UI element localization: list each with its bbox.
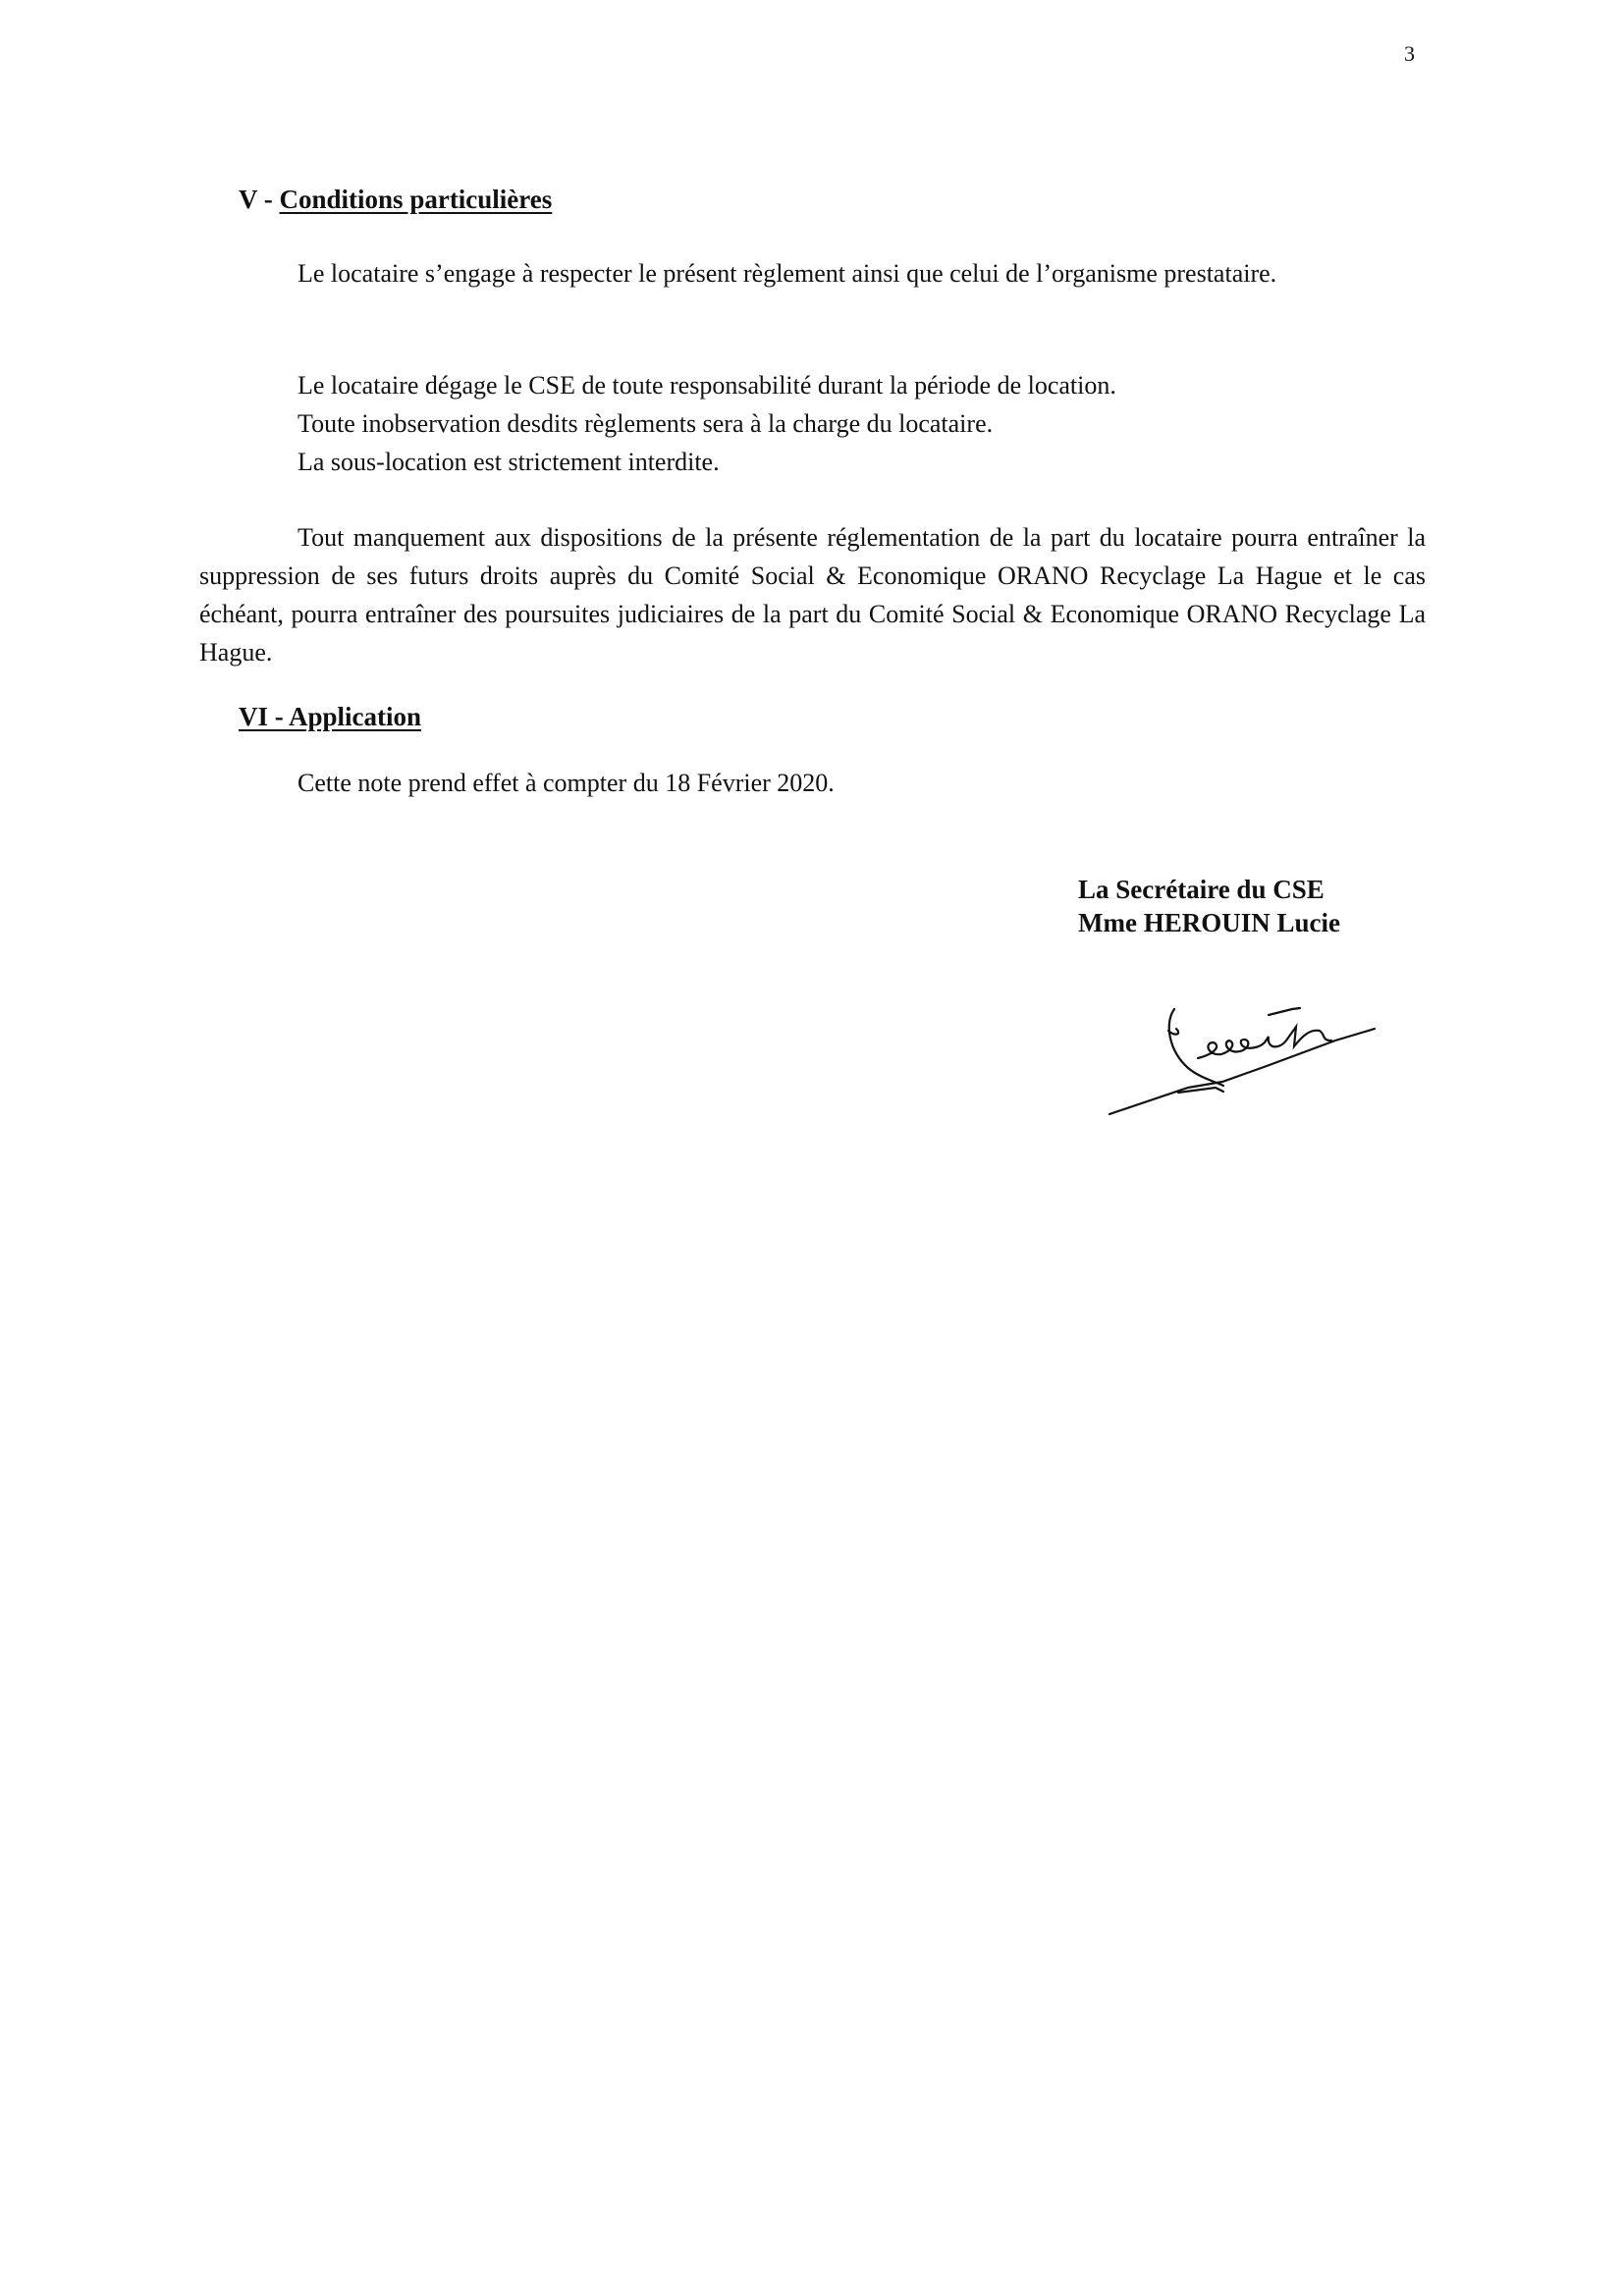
section-v-line-1: Le locataire dégage le CSE de toute responsabilité durant la période de location. xyxy=(298,371,1116,400)
paragraph-text: Tout manquement aux dispositions de la présente réglementation de la part du locataire pourra entraîner la suppression de ses futurs droits auprès du Comité Social & Economique ORANO Recyclage La Hague et le cas échéant, pourra entraîner des poursuites judiciaires de la part du Comité Social & Economique ORANO Recyclage La Hague. xyxy=(199,523,1426,667)
paragraph-text: Le locataire s’engage à respecter le présent règlement ainsi que celui de l’organisme prestataire. xyxy=(298,259,1277,288)
handwritten-signature xyxy=(1100,972,1394,1119)
signatory-name: Mme HEROUIN Lucie xyxy=(1078,908,1340,937)
section-v-paragraph-3 xyxy=(199,518,1426,671)
signatory-role: La Secrétaire du CSE xyxy=(1078,875,1325,904)
section-v-line-2: Toute inobservation desdits règlements sera à la charge du locataire. xyxy=(298,409,994,438)
section-vi-heading xyxy=(239,698,421,736)
section-vi-text: Cette note prend effet à compter du 18 Février 2020. xyxy=(298,769,835,797)
section-v-paragraph-1 xyxy=(199,254,1426,293)
page-number: 3 xyxy=(1404,41,1415,66)
section-v-title: Conditions particulières xyxy=(279,185,553,214)
section-vi-title: VI - Application xyxy=(239,702,422,731)
section-v-prefix: V - xyxy=(239,185,280,214)
section-v-line-3: La sous-location est strictement interdite. xyxy=(298,448,720,476)
section-v-heading xyxy=(239,181,552,219)
